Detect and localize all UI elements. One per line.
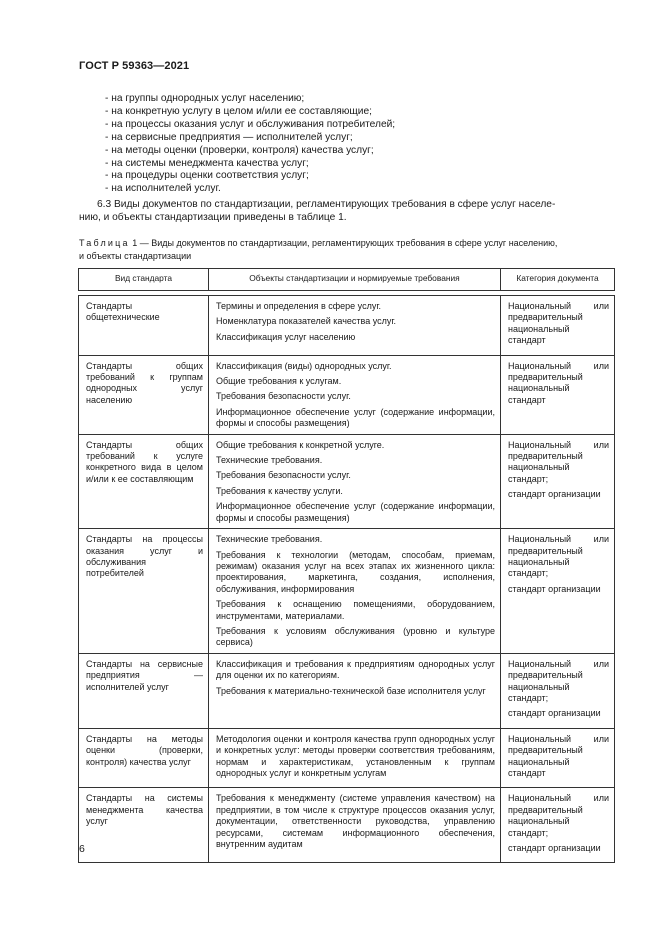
- page-number: 6: [79, 843, 85, 855]
- list-item: - на конкретную услугу в целом и/или ее составляющие;: [105, 105, 372, 117]
- category-item: Национальный или предварительный национальный стандарт;: [508, 439, 609, 484]
- standard-type-cell: Стандарты на процессы оказания услуг и обслуживания потребителей: [79, 529, 209, 654]
- category-item: стандарт организации: [508, 583, 601, 594]
- objects-cell: [209, 529, 501, 654]
- column-header: Категория документа: [501, 269, 615, 291]
- requirement-item: Требования к условиям обслуживания (уровню и культуре сервиса): [216, 625, 495, 648]
- list-item: - на методы оценки (проверки, контроля) качества услуг;: [105, 144, 374, 156]
- list-item: - на исполнителей услуг.: [105, 183, 221, 195]
- table-row: [79, 728, 615, 788]
- list-item: - на процессы оказания услуг и обслуживания потребителей;: [105, 118, 396, 130]
- requirement-item: Классификация (виды) однородных услуг.: [216, 360, 392, 371]
- standard-type-cell: Стандарты общетехнические: [79, 296, 209, 356]
- standard-type-cell: Стандарты на методы оценки (проверки, контроля) качества услуг: [79, 728, 209, 788]
- requirement-item: Общие требования к конкретной услуге.: [216, 439, 385, 450]
- requirement-item: Классификация услуг населению: [216, 331, 356, 342]
- category-cell: [501, 434, 615, 528]
- objects-cell: [209, 296, 501, 356]
- category-cell: [501, 728, 615, 788]
- list-item: - на системы менеджмента качества услуг;: [105, 157, 309, 169]
- objects-cell: [209, 728, 501, 788]
- requirement-item: Требования к менеджменту (системе управления качеством) на предприятии, в том числе к структуре процессов оказания услуг, документации, ответственности руководства, управлению ресурсами, системам информационного обеспечения, внутренним аудитам: [216, 793, 495, 850]
- category-item: Национальный или предварительный национальный стандарт;: [508, 793, 609, 838]
- requirement-item: Технические требования.: [216, 455, 323, 466]
- category-item: Национальный или предварительный национальный стандарт: [508, 360, 609, 405]
- table-row: [79, 434, 615, 528]
- list-item: - на группы однородных услуг населению;: [105, 93, 305, 104]
- requirement-item: Термины и определения в сфере услуг.: [216, 301, 382, 311]
- requirement-item: Технические требования.: [216, 534, 323, 545]
- category-cell: [501, 788, 615, 863]
- objects-cell: [209, 355, 501, 434]
- table-caption: [79, 237, 611, 262]
- requirement-item: Требования безопасности услуг.: [216, 391, 351, 402]
- table-row: [79, 296, 615, 356]
- category-item: стандарт организации: [508, 489, 601, 500]
- category-cell: [501, 653, 615, 728]
- category-item: стандарт организации: [508, 708, 601, 719]
- table-row: [79, 653, 615, 728]
- category-item: Национальный или предварительный национальный стандарт;: [508, 658, 609, 703]
- paragraph-line: 6.3 Виды документов по стандартизации, регламентирующих требования в сфере услуг населе-: [97, 199, 556, 210]
- standardization-objects-list: [105, 93, 605, 196]
- requirement-item: Номенклатура показателей качества услуг.: [216, 316, 397, 327]
- table-row: [79, 529, 615, 654]
- requirement-item: Информационное обеспечение услуг (содержание информации, формы и способы размещения): [216, 501, 495, 523]
- objects-cell: [209, 788, 501, 863]
- column-header: Вид стандарта: [79, 269, 209, 291]
- requirement-item: Общие требования к услугам.: [216, 376, 342, 387]
- category-cell: [501, 355, 615, 434]
- requirement-item: Требования к технологии (методам, способам, приемам, режимам) оказания услуг на всех этапах их жизненного цикла: проектирования, маркетинга, создания, исполнения, обслуживания, информирования: [216, 549, 495, 594]
- requirement-item: Информационное обеспечение услуг (содержание информации, формы и способы размещения): [216, 406, 495, 429]
- requirement-item: Требования к материально-технической базе исполнителя услуг: [216, 685, 486, 696]
- column-header: Объекты стандартизации и нормируемые требования: [209, 269, 501, 291]
- table-caption-label: Таблица: [79, 238, 130, 248]
- section-paragraph: [79, 198, 609, 224]
- requirement-item: Требования к качеству услуги.: [216, 485, 343, 496]
- category-item: Национальный или предварительный национальный стандарт;: [508, 534, 609, 579]
- standards-table: [78, 268, 615, 863]
- standard-type-cell: Стандарты на системы менеджмента качества услуг: [79, 788, 209, 863]
- list-item: - на процедуры оценки соответствия услуг;: [105, 170, 309, 182]
- list-item: - на сервисные предприятия — исполнителей услуг;: [105, 131, 353, 143]
- table-row: [79, 788, 615, 863]
- requirement-item: Классификация и требования к предприятиям однородных услуг для оценки их по категориям.: [216, 658, 495, 681]
- table-header-row: [79, 269, 615, 291]
- standard-type-cell: Стандарты общих требований к группам однородных услуг населению: [79, 355, 209, 434]
- standard-type-cell: Стандарты общих требований к услуге конкретного вида в целом и/или к ее составляющим: [79, 434, 209, 528]
- category-item: стандарт организации: [508, 843, 601, 854]
- table-caption-text: 1 — Виды документов по стандартизации, регламентирующих требования в сфере услуг населению,: [129, 238, 558, 248]
- paragraph-line: нию, и объекты стандартизации приведены в таблице 1.: [79, 212, 347, 223]
- category-item: Национальный или предварительный национальный стандарт: [508, 733, 609, 778]
- objects-cell: [209, 653, 501, 728]
- category-item: Национальный или предварительный национальный стандарт: [508, 301, 609, 346]
- table-caption-line: и объекты стандартизации: [79, 250, 192, 261]
- objects-cell: [209, 434, 501, 528]
- table-row: [79, 355, 615, 434]
- requirement-item: Требования безопасности услуг.: [216, 470, 351, 481]
- requirement-item: Требования к оснащению помещениями, оборудованием, инструментами, материалами.: [216, 599, 495, 621]
- document-header: ГОСТ Р 59363—2021: [79, 60, 190, 72]
- category-cell: [501, 529, 615, 654]
- category-cell: [501, 296, 615, 356]
- standard-type-cell: Стандарты на сервисные предприятия — исполнителей услуг: [79, 653, 209, 728]
- requirement-item: Методология оценки и контроля качества групп однородных услуг и конкретных услуг: методы проверки соответствия требованиям, нормам и характеристикам, установленным к группам однородных услуг и конкретным услугам: [216, 733, 495, 778]
